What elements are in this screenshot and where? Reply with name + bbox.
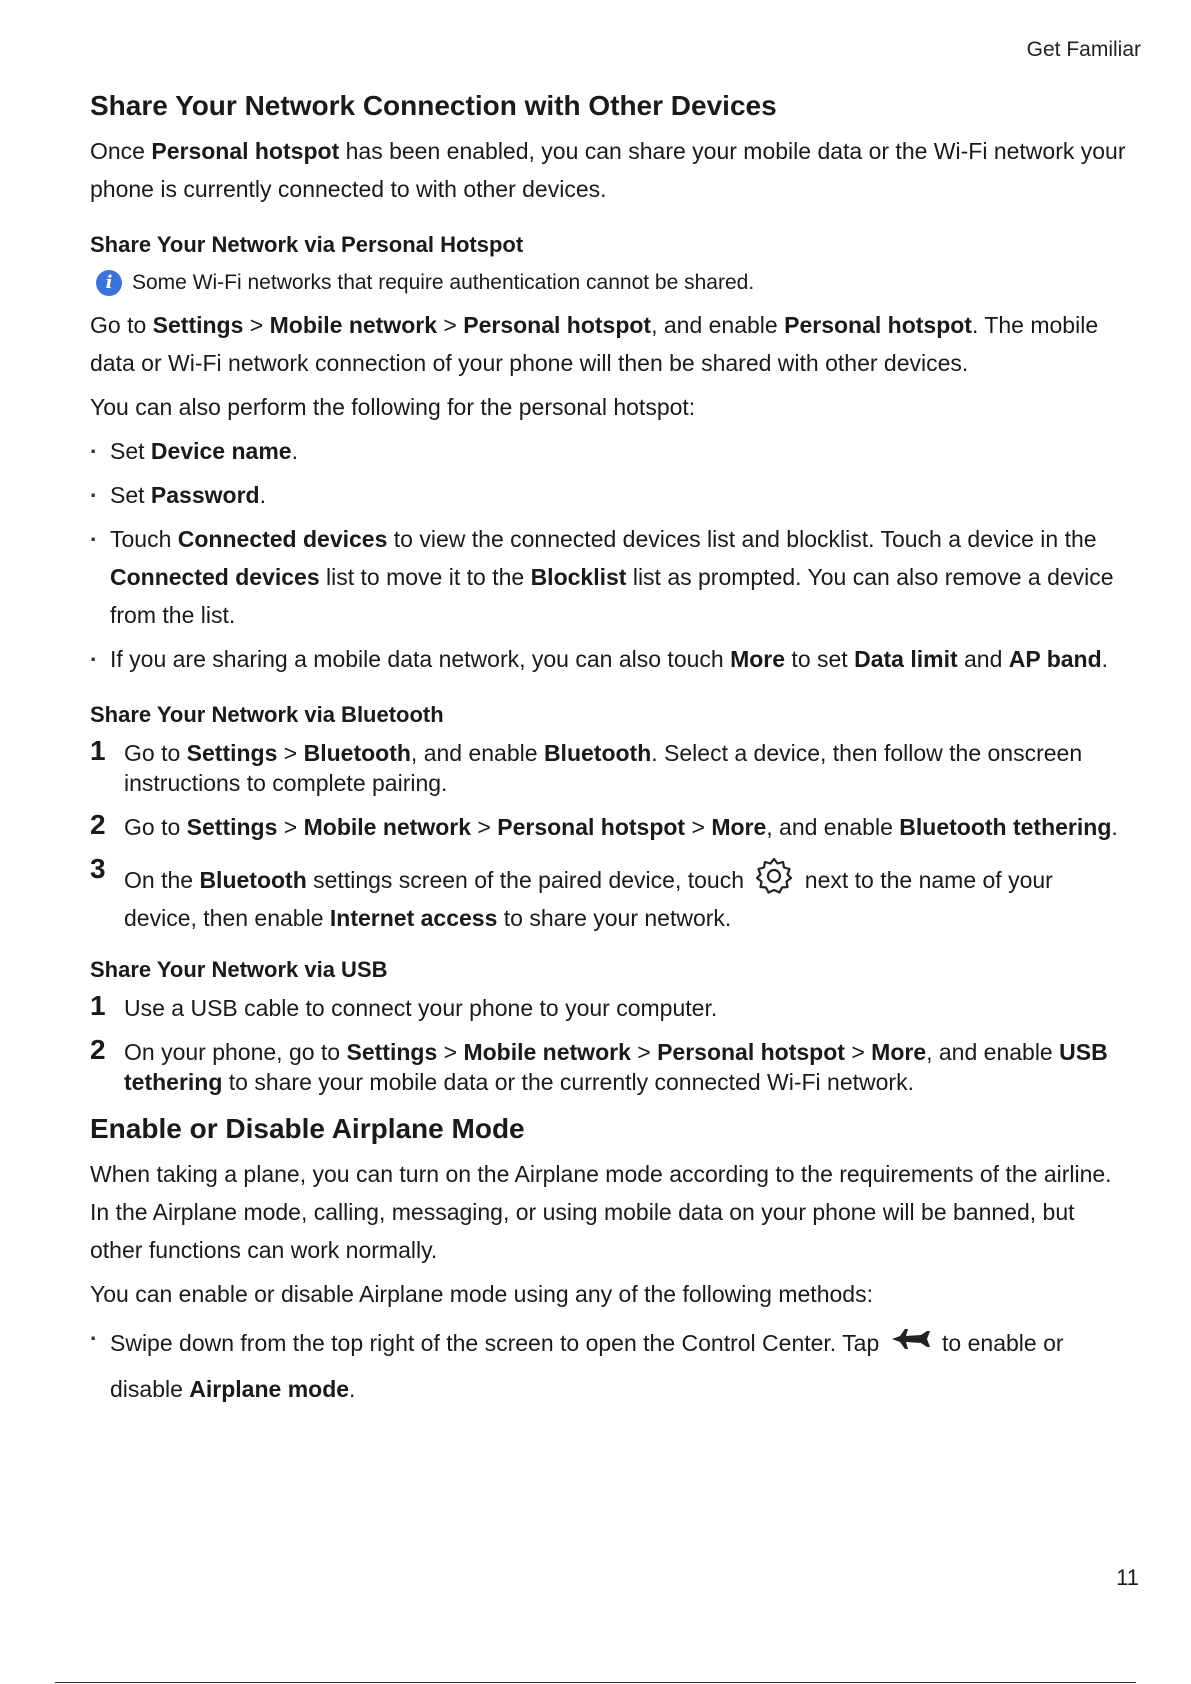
step-item: 1 Go to Settings > Bluetooth, and enable Bluetooth. Select a device, then follow the onscreen instructions to complete pairing. — [90, 735, 1083, 796]
airplane-methods-list — [90, 1319, 1130, 1408]
step-number: 2 — [90, 809, 106, 840]
list-item: · Set Device name. — [90, 432, 1130, 470]
subsection-title-bluetooth: Share Your Network via Bluetooth — [90, 702, 444, 727]
bluetooth-steps — [90, 735, 1130, 933]
running-header: Get Familiar — [1026, 38, 1141, 61]
gear-icon — [754, 856, 794, 903]
footer-divider — [55, 1682, 1136, 1683]
hotspot-options-intro: You can also perform the following for the personal hotspot: — [90, 394, 696, 420]
hotspot-options-list — [90, 432, 1130, 678]
list-item: · Swipe down from the top right of the screen to open the Control Center. Tap to enable or disable Airplane mode. — [90, 1319, 1130, 1408]
subsection-title-hotspot: Share Your Network via Personal Hotspot — [90, 232, 524, 257]
usb-steps — [90, 990, 1130, 1097]
intro-paragraph: Once Personal hotspot has been enabled, you can share your mobile data or the Wi-Fi network your phone is currently connected to with other devices. — [90, 138, 1126, 202]
airplane-methods-intro: You can enable or disable Airplane mode using any of the following methods: — [90, 1281, 873, 1307]
subsection-title-usb: Share Your Network via USB — [90, 957, 388, 982]
airplane-icon — [890, 1319, 932, 1370]
page-number: 11 — [1116, 1565, 1139, 1590]
list-item: · Touch Connected devices to view the connected devices list and blocklist. Touch a device in the Connected devices list to move it to the Blocklist list as prompted. You can also remove a device from the list. — [90, 520, 1130, 634]
page-content — [90, 88, 1130, 1414]
info-note — [96, 268, 1130, 298]
list-item: · If you are sharing a mobile data network, you can also touch More to set Data limit and AP band. — [90, 640, 1130, 678]
step-number: 3 — [90, 853, 106, 884]
section-title-airplane: Enable or Disable Airplane Mode — [90, 1113, 525, 1144]
step-item: 1 Use a USB cable to connect your phone to your computer. — [90, 990, 718, 1021]
info-icon: i — [96, 270, 122, 296]
step-item: 3 On the Bluetooth settings screen of the paired device, touch next to the name of your device, then enable Internet access to share your network. — [90, 853, 1053, 931]
step-item: 2 On your phone, go to Settings > Mobile network > Personal hotspot > More, and enable USB tethering to share your mobile data or the currently connected Wi-Fi network. — [90, 1034, 1108, 1095]
info-note-text: Some Wi-Fi networks that require authentication cannot be shared. — [132, 271, 755, 294]
hotspot-paragraph: Go to Settings > Mobile network > Personal hotspot, and enable Personal hotspot. The mobile data or Wi-Fi network connection of your phone will then be shared with other devices. — [90, 312, 1099, 376]
step-number: 1 — [90, 990, 106, 1021]
step-number: 2 — [90, 1034, 106, 1065]
step-number: 1 — [90, 735, 106, 766]
section-title-share-network: Share Your Network Connection with Other Devices — [90, 90, 777, 121]
airplane-paragraph: When taking a plane, you can turn on the Airplane mode according to the requirements of the airline. In the Airplane mode, calling, messaging, or using mobile data on your phone will be banned, but other functions can work normally. — [90, 1161, 1112, 1263]
list-item: · Set Password. — [90, 476, 1130, 514]
step-item: 2 Go to Settings > Mobile network > Personal hotspot > More, and enable Bluetooth tethering. — [90, 809, 1118, 840]
